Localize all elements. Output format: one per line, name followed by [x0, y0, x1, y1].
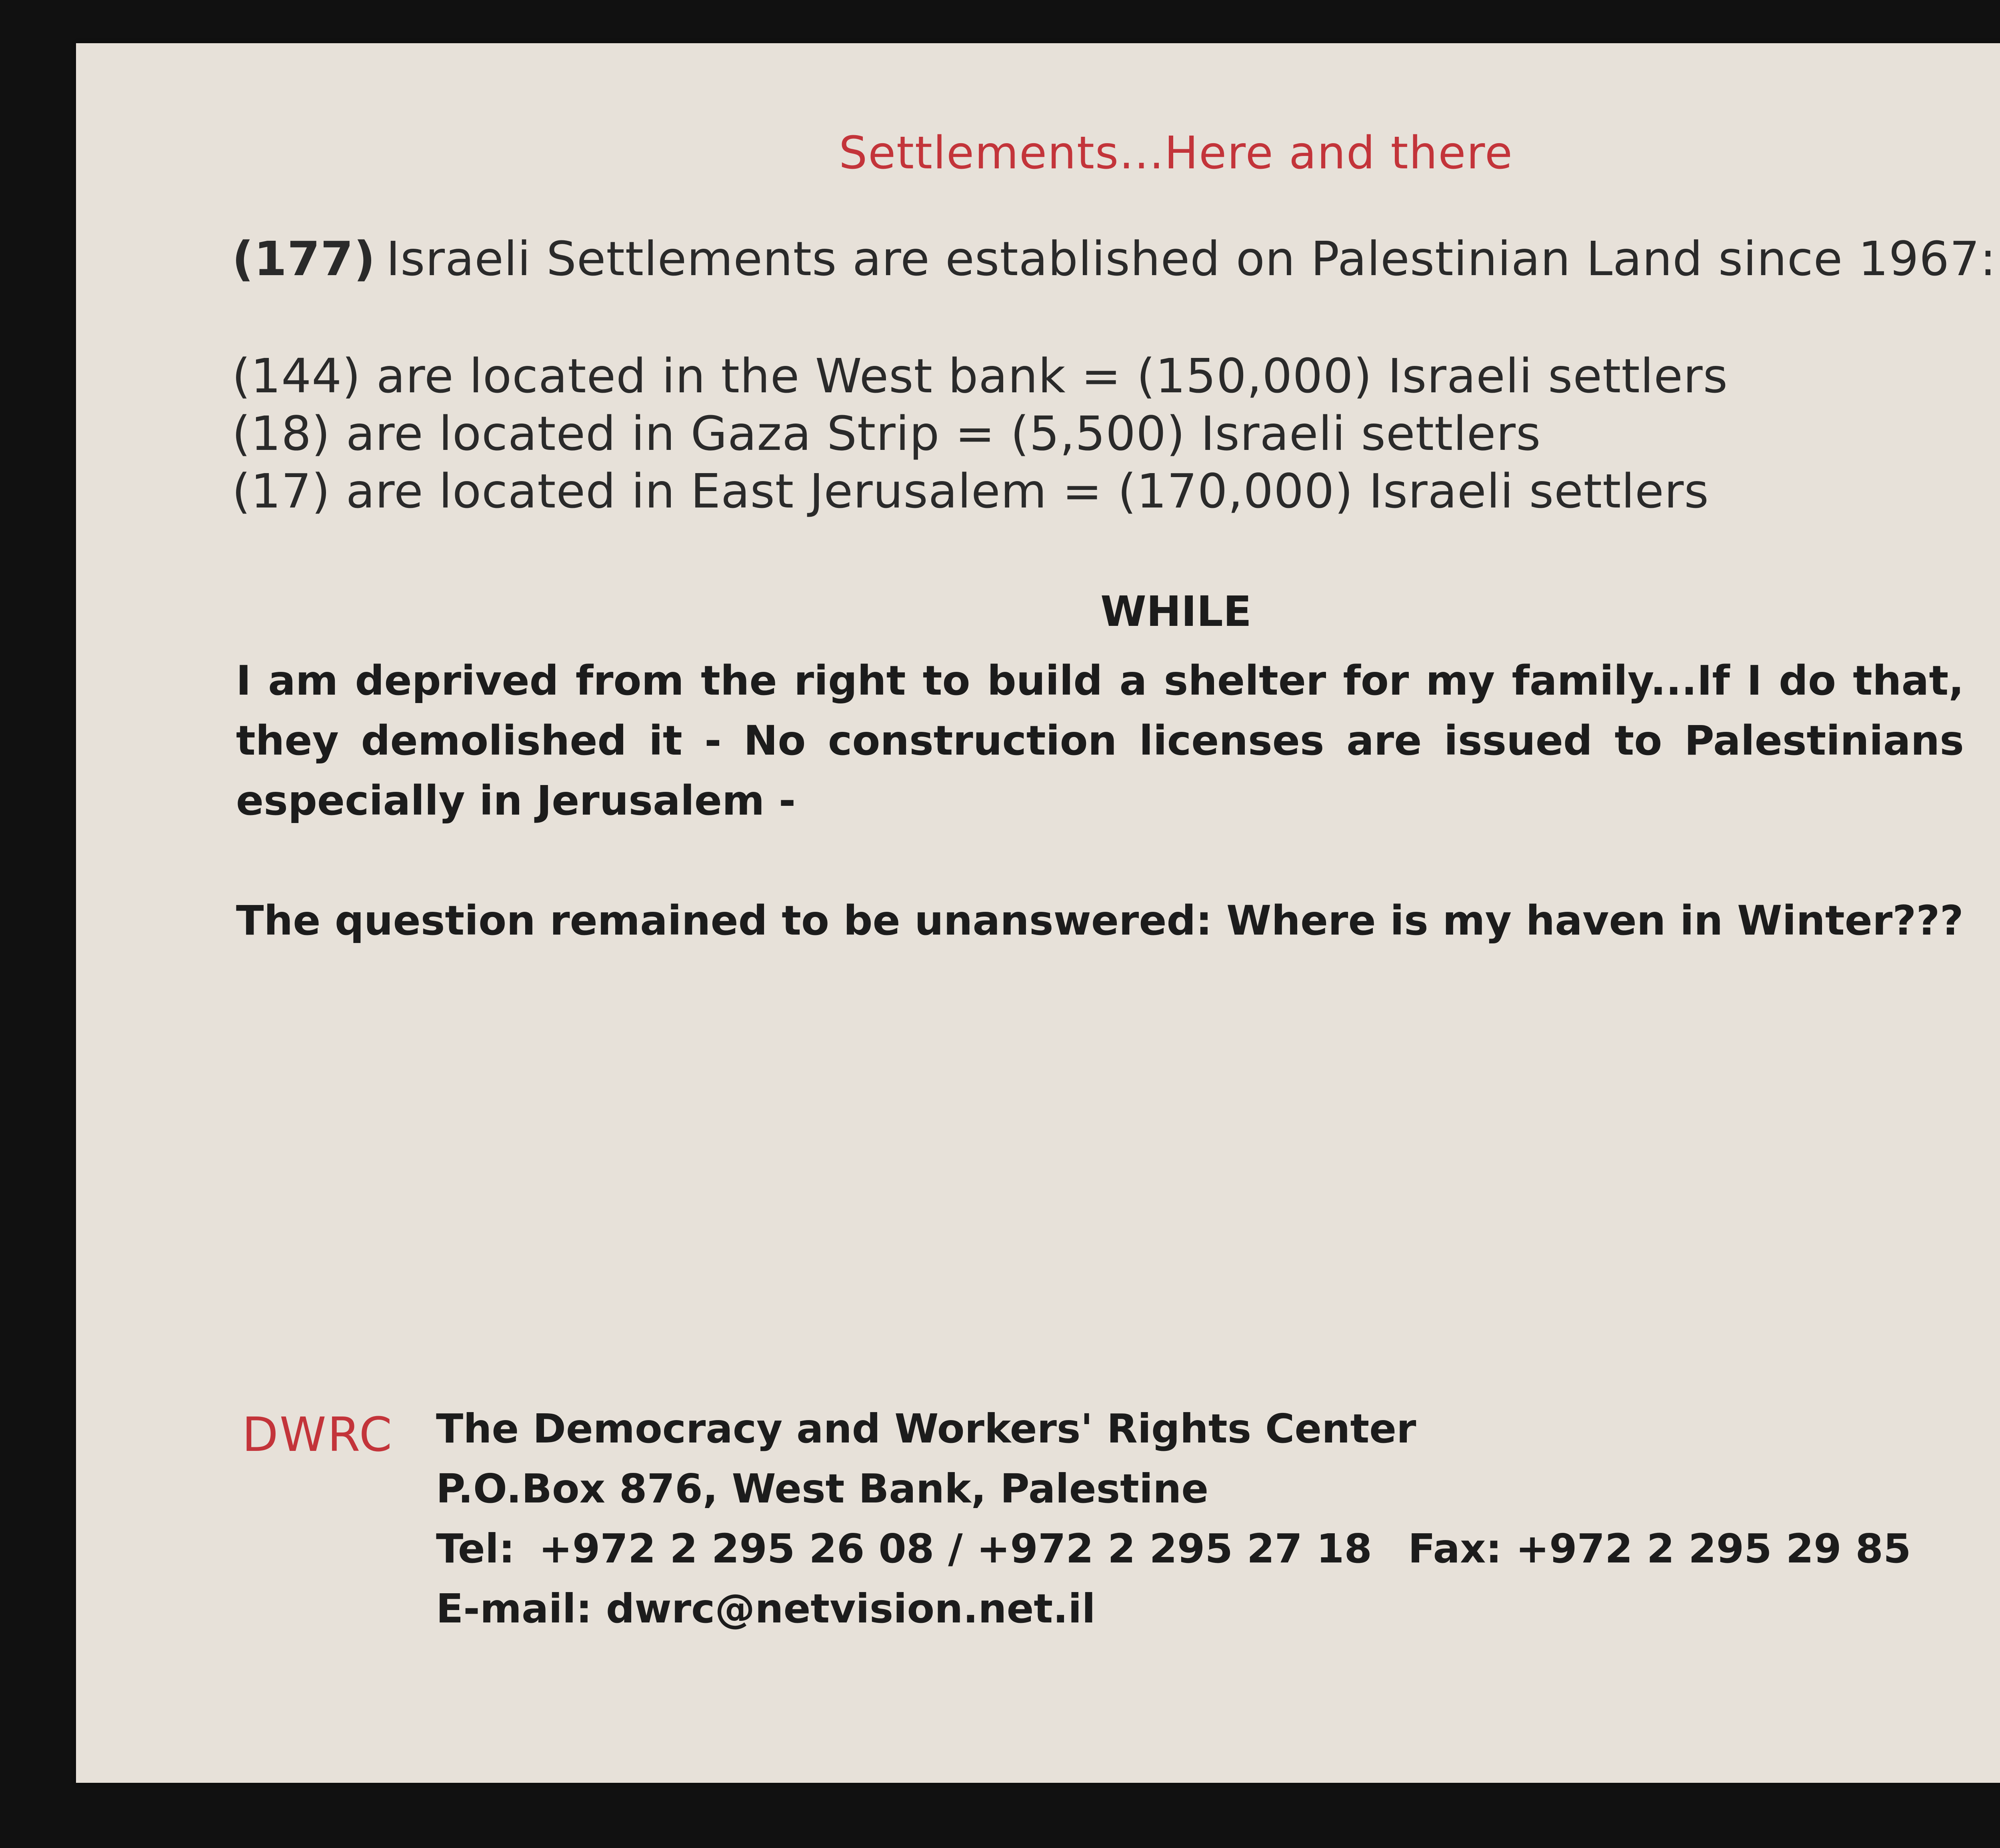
- stat-west-bank: (144) are located in the West bank = (150,000) Israeli settlers: [232, 348, 1728, 404]
- dwrc-logo: DWRC: [242, 1407, 394, 1462]
- question-paragraph: The question remained to be unanswered: Where is my haven in Winter???: [236, 897, 1964, 945]
- settlement-stats-list: [232, 347, 1728, 520]
- while-heading: WHILE: [1100, 587, 1252, 636]
- org-name: The Democracy and Workers' Rights Center: [436, 1405, 1416, 1452]
- postcard: [76, 43, 2000, 1783]
- settlement-total: (177): [232, 231, 376, 286]
- fax-number: Fax: +972 2 295 29 85: [1408, 1525, 1911, 1572]
- intro-line: [232, 231, 1996, 286]
- postal-address: P.O.Box 876, West Bank, Palestine: [436, 1465, 1209, 1512]
- email-address: E-mail: dwrc@netvision.net.il: [436, 1585, 1096, 1632]
- stat-east-jerusalem: (17) are located in East Jerusalem = (170,000) Israeli settlers: [232, 463, 1709, 519]
- stat-gaza-strip: (18) are located in Gaza Strip = (5,500) Israeli settlers: [232, 406, 1541, 461]
- card-title: Settlements...Here and there: [839, 127, 1513, 179]
- intro-text: Israeli Settlements are established on Palestinian Land since 1967:: [386, 231, 1996, 286]
- contact-block: [436, 1399, 1911, 1639]
- tel-label: Tel:: [436, 1525, 515, 1572]
- deprivation-paragraph: I am deprived from the right to build a shelter for my family...If I do that, they demolished it - No construction licenses are issued to Palestinians especially in Jerusalem -: [236, 657, 1964, 825]
- tel-numbers: +972 2 295 26 08 / +972 2 295 27 18: [539, 1525, 1372, 1572]
- phone-line: [436, 1519, 1911, 1579]
